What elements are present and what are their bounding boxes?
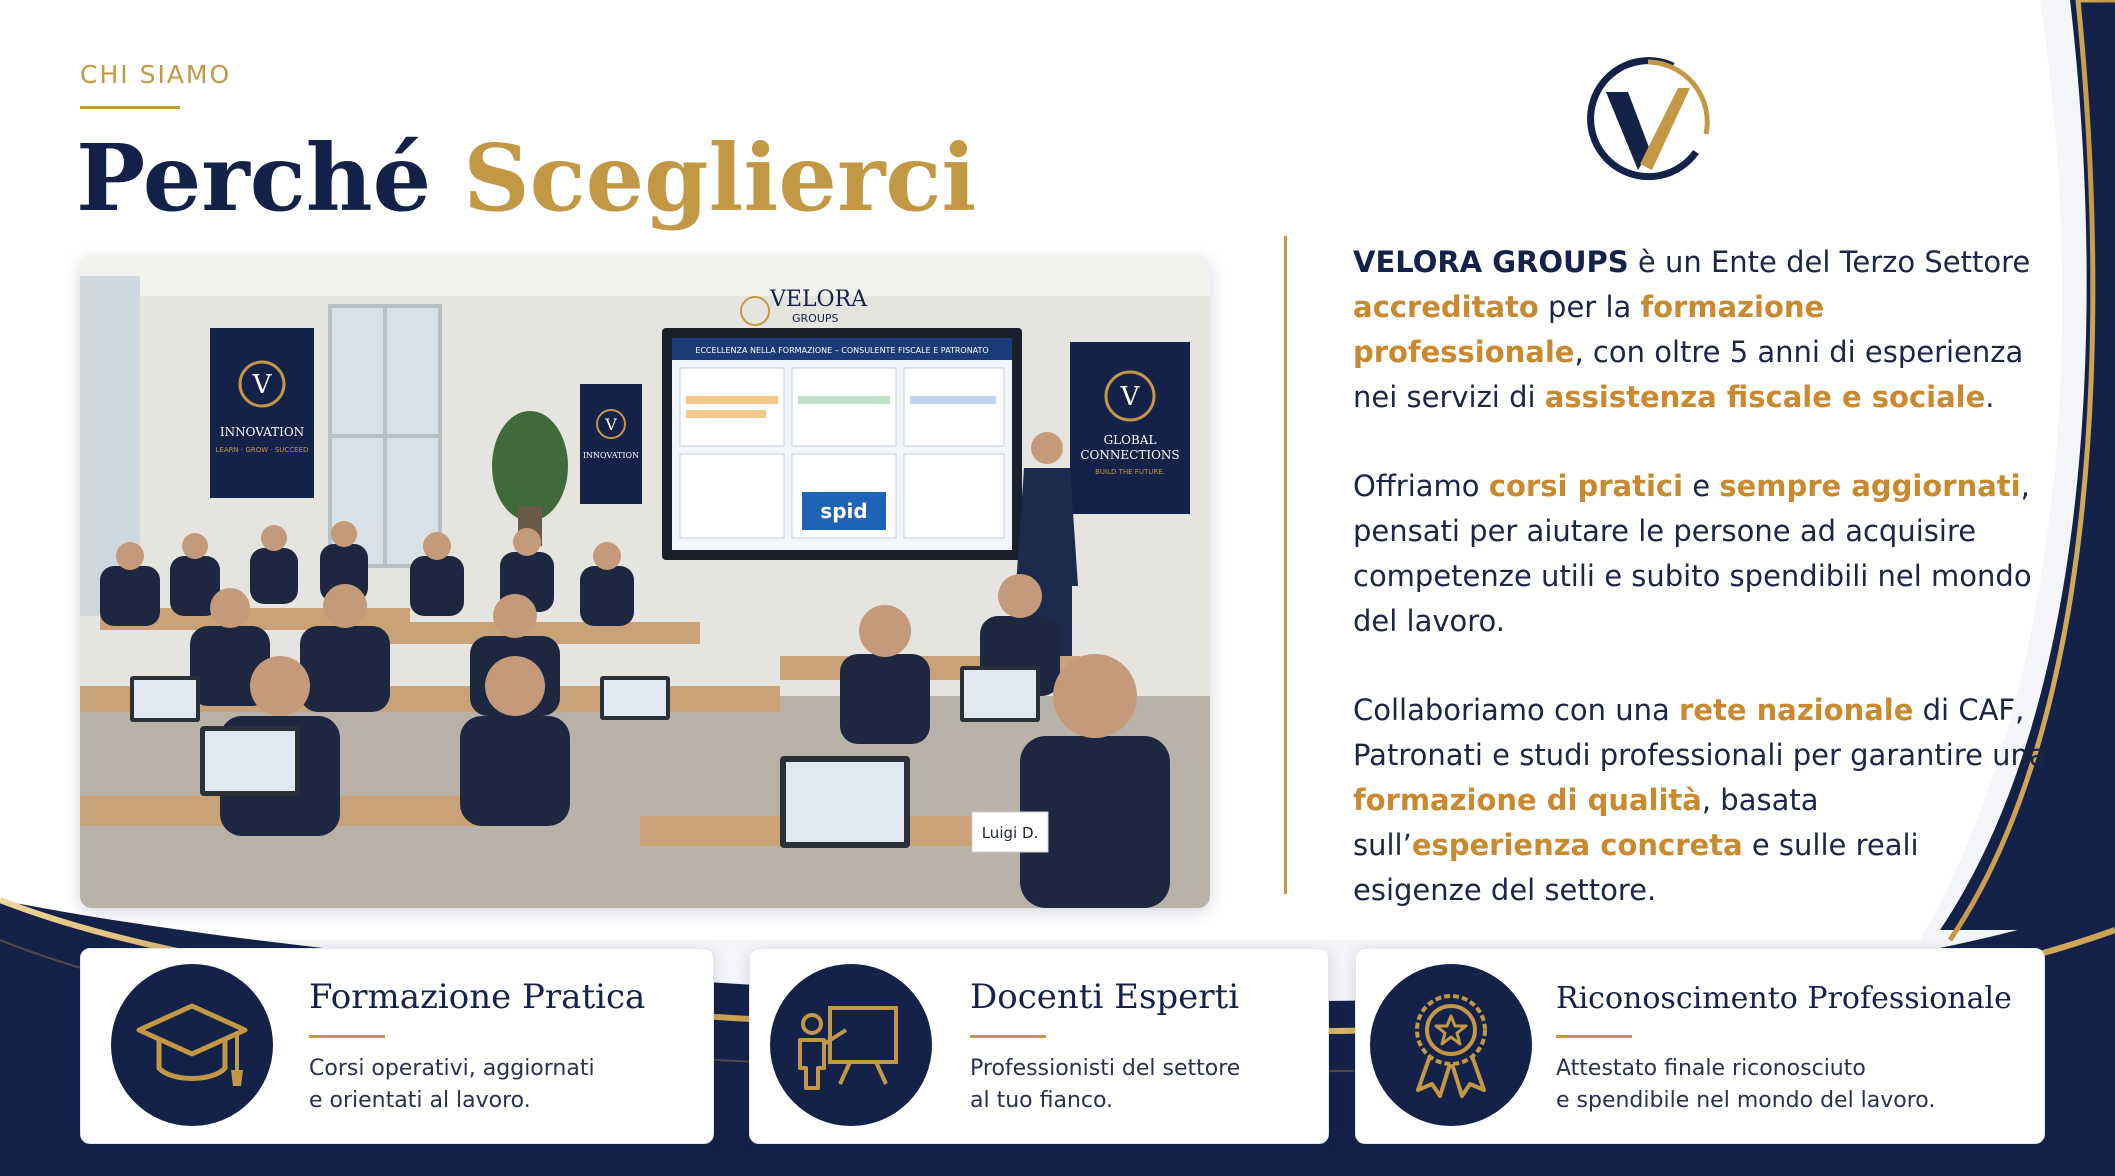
page-title (76, 118, 976, 238)
banner-left-text: INNOVATION (219, 425, 305, 439)
screen-header: ECCELLENZA NELLA FORMAZIONE – CONSULENTE FISCALE E PATRONATO (695, 346, 989, 355)
card-rule (970, 1035, 1046, 1038)
highlight-sempre-aggiornati: sempre aggiornati (1719, 469, 2021, 503)
banner-right-sub: BUILD THE FUTURE. (1095, 468, 1165, 476)
feature-card-formazione (80, 948, 714, 1144)
graduation-cap-icon (111, 964, 273, 1126)
highlight-assistenza: assistenza fiscale e sociale (1544, 380, 1986, 414)
wall-logo: VELORA (770, 287, 868, 312)
card-description: Professionisti del settore al tuo fianco. (970, 1056, 1241, 1113)
card-rule (1556, 1035, 1632, 1038)
about-paragraph-2: Offriamo corsi pratici e sempre aggiornati, pensati per aiutare le persone ad acquisire competenze utili e subito spendibili nel mondo del lavoro. (1353, 469, 2032, 638)
highlight-rete-nazionale: rete nazionale (1679, 693, 1914, 727)
card-description: Attestato finale riconosciuto e spendibile nel mondo del lavoro. (1556, 1056, 1936, 1113)
classroom-photo (80, 256, 1210, 908)
banner-right-line1: GLOBAL (1103, 433, 1157, 447)
velora-logo (1578, 52, 1718, 192)
svg-text:V: V (1120, 382, 1140, 412)
feature-card-riconoscimento (1355, 948, 2045, 1144)
card-title: Docenti Esperti (970, 977, 1240, 1017)
feature-card-docenti (749, 948, 1329, 1144)
card-title: Riconoscimento Professionale (1556, 981, 2012, 1016)
title-part-gold: Sceglierci (463, 124, 977, 232)
about-paragraph-3: Collaboriamo con una rete nazionale di CAF, Patronati e studi professionali per garantire una formazione di qualità, basata sull’esperienza concreta e sulle reali esigenze del settore. (1353, 693, 2047, 907)
card-rule (309, 1035, 385, 1038)
vertical-divider (1284, 236, 1287, 894)
svg-text:V: V (605, 415, 617, 434)
highlight-corsi-pratici: corsi pratici (1488, 469, 1684, 503)
wall-logo-sub: GROUPS (792, 312, 839, 325)
highlight-accreditato: accreditato (1353, 290, 1539, 324)
title-part-navy: Perché (76, 124, 432, 232)
eyebrow-underline (80, 106, 180, 109)
banner-right-line2: CONNECTIONS (1080, 448, 1180, 462)
highlight-formazione: formazione professionale (1353, 290, 1825, 369)
about-text (1353, 240, 2053, 957)
brand-name: VELORA GROUPS (1353, 245, 1629, 279)
highlight-esperienza-concreta: esperienza concreta (1411, 828, 1743, 862)
highlight-formazione-qualita: formazione di qualità (1353, 783, 1702, 817)
card-description: Corsi operativi, aggiornati e orientati al lavoro. (309, 1056, 595, 1113)
banner-left-sub: LEARN · GROW · SUCCEED (215, 446, 309, 454)
banner-small-text: INNOVATION (582, 451, 640, 460)
about-paragraph-1: VELORA GROUPS è un Ente del Terzo Settore accreditato per la formazione professionale, con oltre 5 anni di esperienza nei servizi di assistenza fiscale e sociale. (1353, 245, 2031, 414)
velora-monogram-icon (1578, 52, 1718, 192)
name-card: Luigi D. (981, 824, 1039, 842)
section-eyebrow: CHI SIAMO (80, 60, 232, 89)
card-title: Formazione Pratica (309, 977, 646, 1017)
svg-text:V: V (252, 370, 272, 400)
award-badge-icon (1370, 964, 1532, 1126)
teacher-board-icon (770, 964, 932, 1126)
spid-label: spid (820, 499, 868, 523)
